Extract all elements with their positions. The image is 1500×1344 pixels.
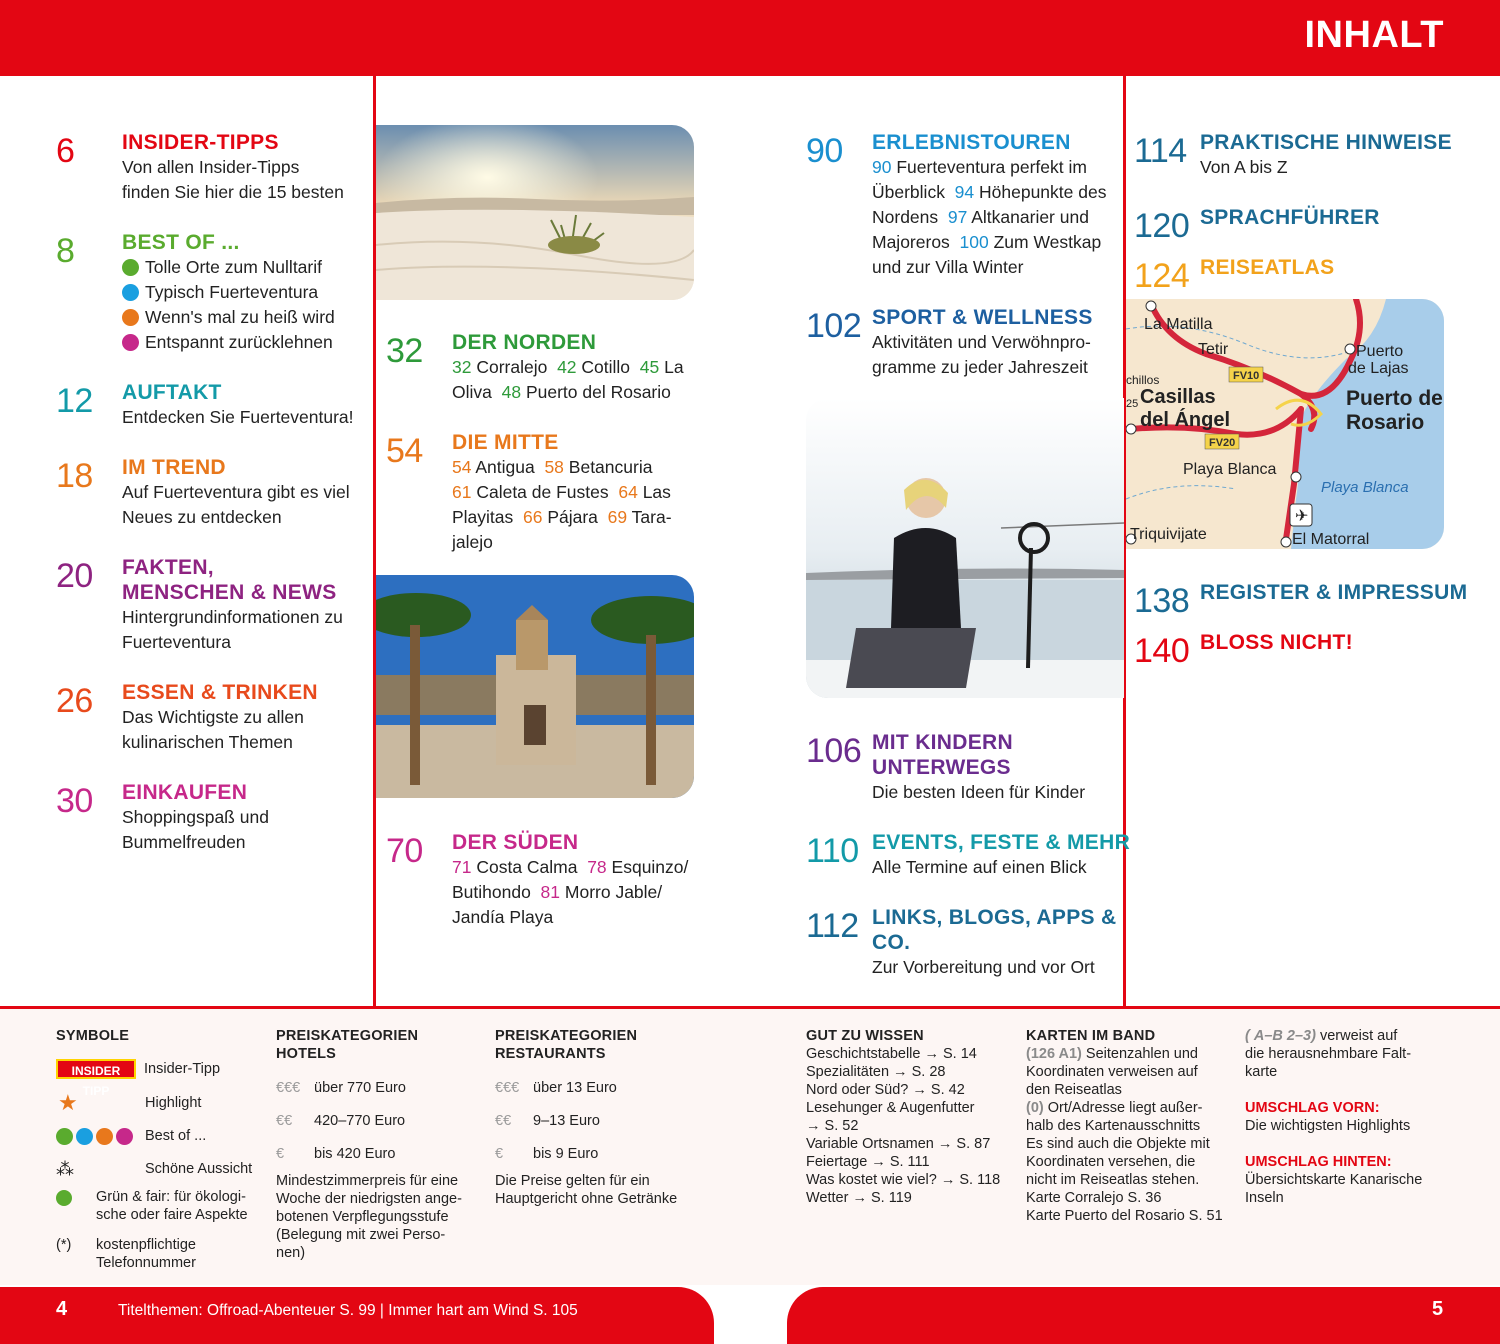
svg-text:chillos: chillos bbox=[1126, 373, 1160, 387]
best-of-item: Typisch Fuerteventura bbox=[145, 282, 319, 302]
sub-entry-text: Antigua bbox=[471, 457, 545, 477]
legend-heading: SYMBOLE bbox=[56, 1028, 130, 1044]
sub-page-number[interactable]: 54 bbox=[452, 457, 472, 477]
svg-text:Playa Blanca: Playa Blanca bbox=[1183, 461, 1277, 478]
sub-entry-text: Höhepunkte des bbox=[974, 182, 1107, 202]
section-heading: IM TREND bbox=[122, 456, 226, 479]
sub-entry-text: Tara- bbox=[627, 507, 672, 527]
section-heading: ESSEN & TRINKEN bbox=[122, 681, 318, 704]
sub-entry-text: Oliva bbox=[452, 382, 502, 402]
sub-entry-line bbox=[452, 530, 672, 555]
section-description: Auf Fuerteventura gibt es viel bbox=[122, 482, 350, 502]
section-description: finden Sie hier die 15 besten bbox=[122, 182, 344, 202]
legend-note: nicht im Reiseatlas stehen. bbox=[1026, 1172, 1200, 1188]
section-description: Fuerteventura bbox=[122, 632, 231, 652]
titelthemen: Titelthemen: Offroad-Abenteuer S. 99 | Immer hart am Wind S. 105 bbox=[118, 1302, 578, 1319]
sub-entry-line bbox=[452, 380, 684, 405]
sub-entry-line bbox=[452, 855, 688, 880]
section-description: kulinarischen Themen bbox=[122, 732, 293, 752]
legend-extra bbox=[1245, 1027, 1475, 1207]
sub-entry-text: La bbox=[659, 357, 684, 377]
map-ref-example: (126 A1) bbox=[1026, 1046, 1082, 1062]
legend-note: den Reiseatlas bbox=[1026, 1082, 1122, 1098]
page-number: 32 bbox=[386, 332, 423, 370]
svg-text:✈: ✈ bbox=[1295, 508, 1309, 525]
page-number: 110 bbox=[806, 832, 859, 870]
section-heading bbox=[872, 905, 1116, 955]
section-heading: DIE MITTE bbox=[452, 431, 559, 454]
page-number: 140 bbox=[1134, 632, 1190, 670]
section-heading bbox=[872, 730, 1013, 780]
page-number-right: 5 bbox=[1432, 1298, 1444, 1320]
page-number: 112 bbox=[806, 907, 859, 945]
legend-label: sche oder faire Aspekte bbox=[96, 1207, 248, 1223]
legend-karten bbox=[1026, 1027, 1236, 1225]
legend-note: halb des Kartenausschnitts bbox=[1026, 1118, 1201, 1134]
price-symbol: €€€ bbox=[276, 1079, 301, 1096]
blue-dot-icon bbox=[122, 284, 139, 301]
legend-heading: KARTEN IM BAND bbox=[1026, 1028, 1156, 1044]
insider-tipp-badge-icon: INSIDER TIPP bbox=[56, 1059, 136, 1079]
page-number: 70 bbox=[386, 832, 423, 870]
svg-text:del Ángel: del Ángel bbox=[1140, 409, 1231, 431]
price-symbol: € bbox=[495, 1145, 504, 1162]
legend-label: Best of ... bbox=[145, 1128, 207, 1144]
sub-entry-text: Cotillo bbox=[576, 357, 640, 377]
sub-entry-text: Costa Calma bbox=[471, 857, 588, 877]
sub-page-number[interactable]: 64 bbox=[618, 482, 638, 502]
foldout-map-ref: ( A–B 2–3) bbox=[1245, 1028, 1316, 1044]
legend-note: Inseln bbox=[1245, 1190, 1284, 1206]
sub-entry-text: Butihondo bbox=[452, 882, 541, 902]
section-heading: EVENTS, FESTE & MEHR bbox=[872, 831, 1131, 854]
section-heading: PRAKTISCHE HINWEISE bbox=[1200, 131, 1452, 154]
svg-text:Playa Blanca: Playa Blanca bbox=[1321, 479, 1409, 496]
sub-entry-line bbox=[452, 355, 684, 380]
legend-label: Telefonnummer bbox=[96, 1255, 196, 1271]
sub-page-number[interactable]: 81 bbox=[540, 882, 561, 902]
header-bar bbox=[0, 0, 1500, 76]
sub-entry-line bbox=[452, 905, 688, 930]
sub-entry-text: Zum Westkap bbox=[988, 232, 1102, 252]
legend-note: Übersichtskarte Kanarische bbox=[1245, 1172, 1423, 1188]
map-excerpt bbox=[1126, 299, 1444, 549]
heading-line: CO. bbox=[872, 931, 911, 954]
view-icon: ⁂ bbox=[56, 1159, 74, 1179]
price-range: bis 9 Euro bbox=[533, 1145, 599, 1162]
section-heading: INSIDER-TIPPS bbox=[122, 131, 279, 154]
legend-note: Mindestzimmerpreis für eine bbox=[276, 1173, 459, 1189]
legend-note: (Belegung mit zwei Perso- bbox=[276, 1227, 446, 1243]
page-number: 8 bbox=[56, 232, 75, 270]
sub-page-number[interactable]: 66 bbox=[523, 507, 543, 527]
section-heading: REISEATLAS bbox=[1200, 256, 1335, 279]
legend-gut-zu-wissen bbox=[806, 1027, 1016, 1207]
sub-entry-text: Jandía Playa bbox=[452, 907, 554, 927]
legend-label: kostenpflichtige bbox=[96, 1237, 196, 1253]
sub-entry-line bbox=[452, 505, 672, 530]
section-description: Von A bis Z bbox=[1200, 157, 1288, 177]
cross-reference[interactable]: → S. 52 bbox=[806, 1118, 859, 1134]
svg-text:Rosario: Rosario bbox=[1346, 411, 1425, 434]
sub-entry-text: Altkanarier und bbox=[967, 207, 1089, 227]
legend-symbole bbox=[56, 1027, 266, 1272]
svg-text:Casillas: Casillas bbox=[1140, 386, 1216, 408]
section-description: Die besten Ideen für Kinder bbox=[872, 782, 1086, 802]
cross-reference[interactable]: Spezialitäten → S. 28 bbox=[806, 1064, 946, 1080]
sub-entry-line bbox=[872, 180, 1106, 205]
cross-reference[interactable]: Was kostet wie viel? → S. 118 bbox=[806, 1172, 1001, 1188]
legend-heading: PREISKATEGORIEN bbox=[276, 1028, 419, 1044]
page-number: 12 bbox=[56, 382, 93, 420]
page-title: INHALT bbox=[1304, 14, 1444, 56]
sub-page-number[interactable]: 71 bbox=[452, 857, 472, 877]
legend-note: Seitenzahlen und bbox=[1081, 1046, 1198, 1062]
page-number: 138 bbox=[1134, 582, 1190, 620]
footer-bar-right bbox=[787, 1287, 1500, 1344]
price-range: über 770 Euro bbox=[314, 1079, 406, 1096]
heading-line: FAKTEN, bbox=[122, 556, 214, 579]
page-number: 26 bbox=[56, 682, 93, 720]
section-heading: BLOSS NICHT! bbox=[1200, 631, 1353, 654]
cross-reference[interactable]: Geschichtstabelle → S. 14 bbox=[806, 1046, 977, 1062]
svg-text:Tetir: Tetir bbox=[1198, 341, 1229, 358]
sub-page-number[interactable]: 100 bbox=[959, 232, 989, 252]
sub-entry-line bbox=[872, 205, 1106, 230]
svg-text:El Matorral: El Matorral bbox=[1292, 531, 1370, 548]
sub-page-number[interactable]: 61 bbox=[452, 482, 472, 502]
cross-reference[interactable]: Wetter → S. 119 bbox=[806, 1190, 912, 1206]
page-number: 18 bbox=[56, 457, 93, 495]
price-range: 9–13 Euro bbox=[533, 1112, 600, 1129]
section-heading: DER NORDEN bbox=[452, 331, 597, 354]
section-description: Aktivitäten und Verwöhnpro- bbox=[872, 332, 1091, 352]
cross-reference[interactable]: Feiertage → S. 111 bbox=[806, 1154, 930, 1170]
sub-entry-line bbox=[872, 255, 1106, 280]
page-number: 102 bbox=[806, 307, 862, 345]
section-description: gramme zu jeder Jahreszeit bbox=[872, 357, 1088, 377]
svg-text:25: 25 bbox=[1126, 398, 1139, 410]
best-of-item: Tolle Orte zum Nulltarif bbox=[145, 257, 322, 277]
sub-entry-line bbox=[452, 480, 672, 505]
cross-reference[interactable]: Variable Ortsnamen → S. 87 bbox=[806, 1136, 991, 1152]
sub-page-number[interactable]: 58 bbox=[544, 457, 564, 477]
sub-entry-text: Puerto del Rosario bbox=[521, 382, 671, 402]
magenta-dot-icon bbox=[122, 334, 139, 351]
legend-restaurants bbox=[495, 1027, 705, 1208]
page-number: 90 bbox=[806, 132, 843, 170]
svg-text:Puerto de: Puerto de bbox=[1346, 387, 1443, 410]
legend-note: Koordinaten versehen, die bbox=[1026, 1154, 1196, 1170]
page-number: 20 bbox=[56, 557, 93, 595]
legend-label: Insider-Tipp bbox=[144, 1061, 221, 1077]
sub-entry-text: Corralejo bbox=[471, 357, 558, 377]
section-description: Entdecken Sie Fuerteventura! bbox=[122, 407, 354, 427]
sub-page-number[interactable]: 69 bbox=[607, 507, 628, 527]
legend-note: nen) bbox=[276, 1245, 306, 1261]
map-reference[interactable]: Karte Puerto del Rosario S. 51 bbox=[1026, 1208, 1223, 1224]
section-heading: DER SÜDEN bbox=[452, 831, 579, 854]
legend-hotels bbox=[276, 1027, 476, 1262]
section-description: Shoppingspaß und bbox=[122, 807, 269, 827]
price-range: bis 420 Euro bbox=[314, 1145, 396, 1162]
church-photo bbox=[376, 575, 694, 798]
cross-reference[interactable]: Nord oder Süd? → S. 42 bbox=[806, 1082, 965, 1098]
legend-note: Hauptgericht ohne Getränke bbox=[495, 1191, 678, 1207]
sub-page-number[interactable]: 90 bbox=[872, 157, 892, 177]
section-heading: SPORT & WELLNESS bbox=[872, 306, 1093, 329]
price-range: 420–770 Euro bbox=[314, 1112, 406, 1129]
sub-entry-line bbox=[452, 880, 688, 905]
legend-note: Es sind auch die Objekte mit bbox=[1026, 1136, 1210, 1152]
sub-page-number[interactable]: 42 bbox=[557, 357, 577, 377]
map-reference[interactable]: Karte Corralejo S. 36 bbox=[1026, 1190, 1162, 1206]
sailing-woman-photo bbox=[806, 398, 1124, 698]
sub-page-number[interactable]: 94 bbox=[954, 182, 975, 202]
price-range: über 13 Euro bbox=[533, 1079, 617, 1096]
svg-text:de Lajas: de Lajas bbox=[1348, 360, 1409, 377]
legend-note: Die Preise gelten für ein bbox=[495, 1173, 650, 1189]
green-fair-icon bbox=[56, 1188, 96, 1224]
legend-note: die herausnehmbare Falt- bbox=[1245, 1046, 1412, 1062]
legend-heading: PREISKATEGORIEN bbox=[495, 1028, 638, 1044]
page-number: 120 bbox=[1134, 207, 1190, 245]
section-heading: ERLEBNISTOUREN bbox=[872, 131, 1071, 154]
section-description: Alle Termine auf einen Blick bbox=[872, 857, 1087, 877]
legend-note: Die wichtigsten Highlights bbox=[1245, 1118, 1411, 1134]
best-of-dots-icon bbox=[56, 1128, 145, 1145]
legend-label: Grün & fair: für ökologi- bbox=[96, 1189, 246, 1205]
section-description: Bummelfreuden bbox=[122, 832, 246, 852]
page-number: 106 bbox=[806, 732, 862, 770]
sub-entry-text: Morro Jable/ bbox=[560, 882, 663, 902]
sub-entry-text: Überblick bbox=[872, 182, 955, 202]
section-heading: SPRACHFÜHRER bbox=[1200, 206, 1380, 229]
page-number-left: 4 bbox=[56, 1298, 68, 1320]
sub-entry-text: Nordens bbox=[872, 207, 948, 227]
legend-note: Woche der niedrigsten ange- bbox=[276, 1191, 462, 1207]
phone-cost-symbol: (*) bbox=[56, 1237, 72, 1253]
heading-line: MENSCHEN & NEWS bbox=[122, 581, 337, 604]
sub-entry-line bbox=[872, 230, 1106, 255]
heading-line: LINKS, BLOGS, APPS & bbox=[872, 906, 1117, 929]
legend-label: Highlight bbox=[145, 1095, 202, 1111]
legend-note: karte bbox=[1245, 1064, 1278, 1080]
orange-dot-icon bbox=[122, 309, 139, 326]
sub-page-number[interactable]: 97 bbox=[947, 207, 968, 227]
cross-reference[interactable]: Lesehunger & Augenfutter bbox=[806, 1100, 975, 1116]
price-symbol: € bbox=[276, 1145, 285, 1162]
section-heading: EINKAUFEN bbox=[122, 781, 248, 804]
sub-entry-text: und zur Villa Winter bbox=[872, 257, 1024, 277]
sub-entry-text: Playitas bbox=[452, 507, 523, 527]
legend-heading: HOTELS bbox=[276, 1046, 337, 1062]
legend-heading: GUT ZU WISSEN bbox=[806, 1028, 924, 1044]
map-ref-example: (0) bbox=[1026, 1100, 1044, 1116]
section-heading: BEST OF ... bbox=[122, 231, 240, 254]
page-number: 114 bbox=[1134, 132, 1187, 170]
sub-page-number[interactable]: 78 bbox=[587, 857, 607, 877]
section-heading bbox=[122, 555, 337, 605]
sub-entry-text: Majoreros bbox=[872, 232, 960, 252]
sub-entry-line bbox=[872, 155, 1106, 180]
heading-line: MIT KINDERN bbox=[872, 731, 1013, 754]
sub-page-number[interactable]: 48 bbox=[501, 382, 522, 402]
legend-note: Ort/Adresse liegt außer- bbox=[1043, 1100, 1203, 1116]
cover-back-heading: UMSCHLAG HINTEN: bbox=[1245, 1154, 1392, 1170]
page-number: 124 bbox=[1134, 257, 1190, 295]
best-of-item: Wenn's mal zu heiß wird bbox=[145, 307, 335, 327]
sub-entry-text: Las bbox=[637, 482, 671, 502]
svg-text:Triquivijate: Triquivijate bbox=[1130, 526, 1207, 543]
section-description: Von allen Insider-Tipps bbox=[122, 157, 300, 177]
cover-front-heading: UMSCHLAG VORN: bbox=[1245, 1100, 1380, 1116]
green-dot-icon bbox=[122, 259, 139, 276]
sub-page-number[interactable]: 45 bbox=[639, 357, 660, 377]
section-description: Hintergrundinformationen zu bbox=[122, 607, 343, 627]
page-number: 6 bbox=[56, 132, 75, 170]
price-symbol: €€€ bbox=[495, 1079, 520, 1096]
page-number: 54 bbox=[386, 432, 423, 470]
price-symbol: €€ bbox=[495, 1112, 512, 1129]
best-of-item: Entspannt zurücklehnen bbox=[145, 332, 333, 352]
section-description: Das Wichtigste zu allen bbox=[122, 707, 304, 727]
svg-text:La Matilla: La Matilla bbox=[1144, 316, 1213, 333]
svg-text:Puerto: Puerto bbox=[1356, 343, 1404, 360]
sub-page-number[interactable]: 32 bbox=[452, 357, 472, 377]
svg-text:FV10: FV10 bbox=[1233, 370, 1260, 382]
sub-entry-text: Fuerteventura perfekt im bbox=[891, 157, 1087, 177]
dune-photo bbox=[376, 125, 694, 300]
sub-entry-text: Pájara bbox=[542, 507, 608, 527]
legend-note: verweist auf bbox=[1315, 1028, 1398, 1044]
sub-entry-text: Caleta de Fustes bbox=[471, 482, 619, 502]
price-symbol: €€ bbox=[276, 1112, 293, 1129]
sub-entry-text: Betancuria bbox=[563, 457, 653, 477]
sub-entry-text: Esquinzo/ bbox=[606, 857, 689, 877]
section-description: Zur Vorbereitung und vor Ort bbox=[872, 957, 1095, 977]
legend-note: botenen Verpflegungsstufe bbox=[276, 1209, 449, 1225]
legend-label: Schöne Aussicht bbox=[145, 1161, 253, 1177]
svg-text:FV20: FV20 bbox=[1209, 437, 1236, 449]
section-heading: REGISTER & IMPRESSUM bbox=[1200, 581, 1468, 604]
sub-entry-text: jalejo bbox=[452, 532, 493, 552]
star-icon: ★ bbox=[58, 1090, 78, 1115]
legend-heading: RESTAURANTS bbox=[495, 1046, 606, 1062]
legend-note: Koordinaten verweisen auf bbox=[1026, 1064, 1198, 1080]
section-description: Neues zu entdecken bbox=[122, 507, 282, 527]
page-number: 30 bbox=[56, 782, 93, 820]
sub-entry-line bbox=[452, 455, 672, 480]
section-heading: AUFTAKT bbox=[122, 381, 222, 404]
heading-line: UNTERWEGS bbox=[872, 756, 1011, 779]
